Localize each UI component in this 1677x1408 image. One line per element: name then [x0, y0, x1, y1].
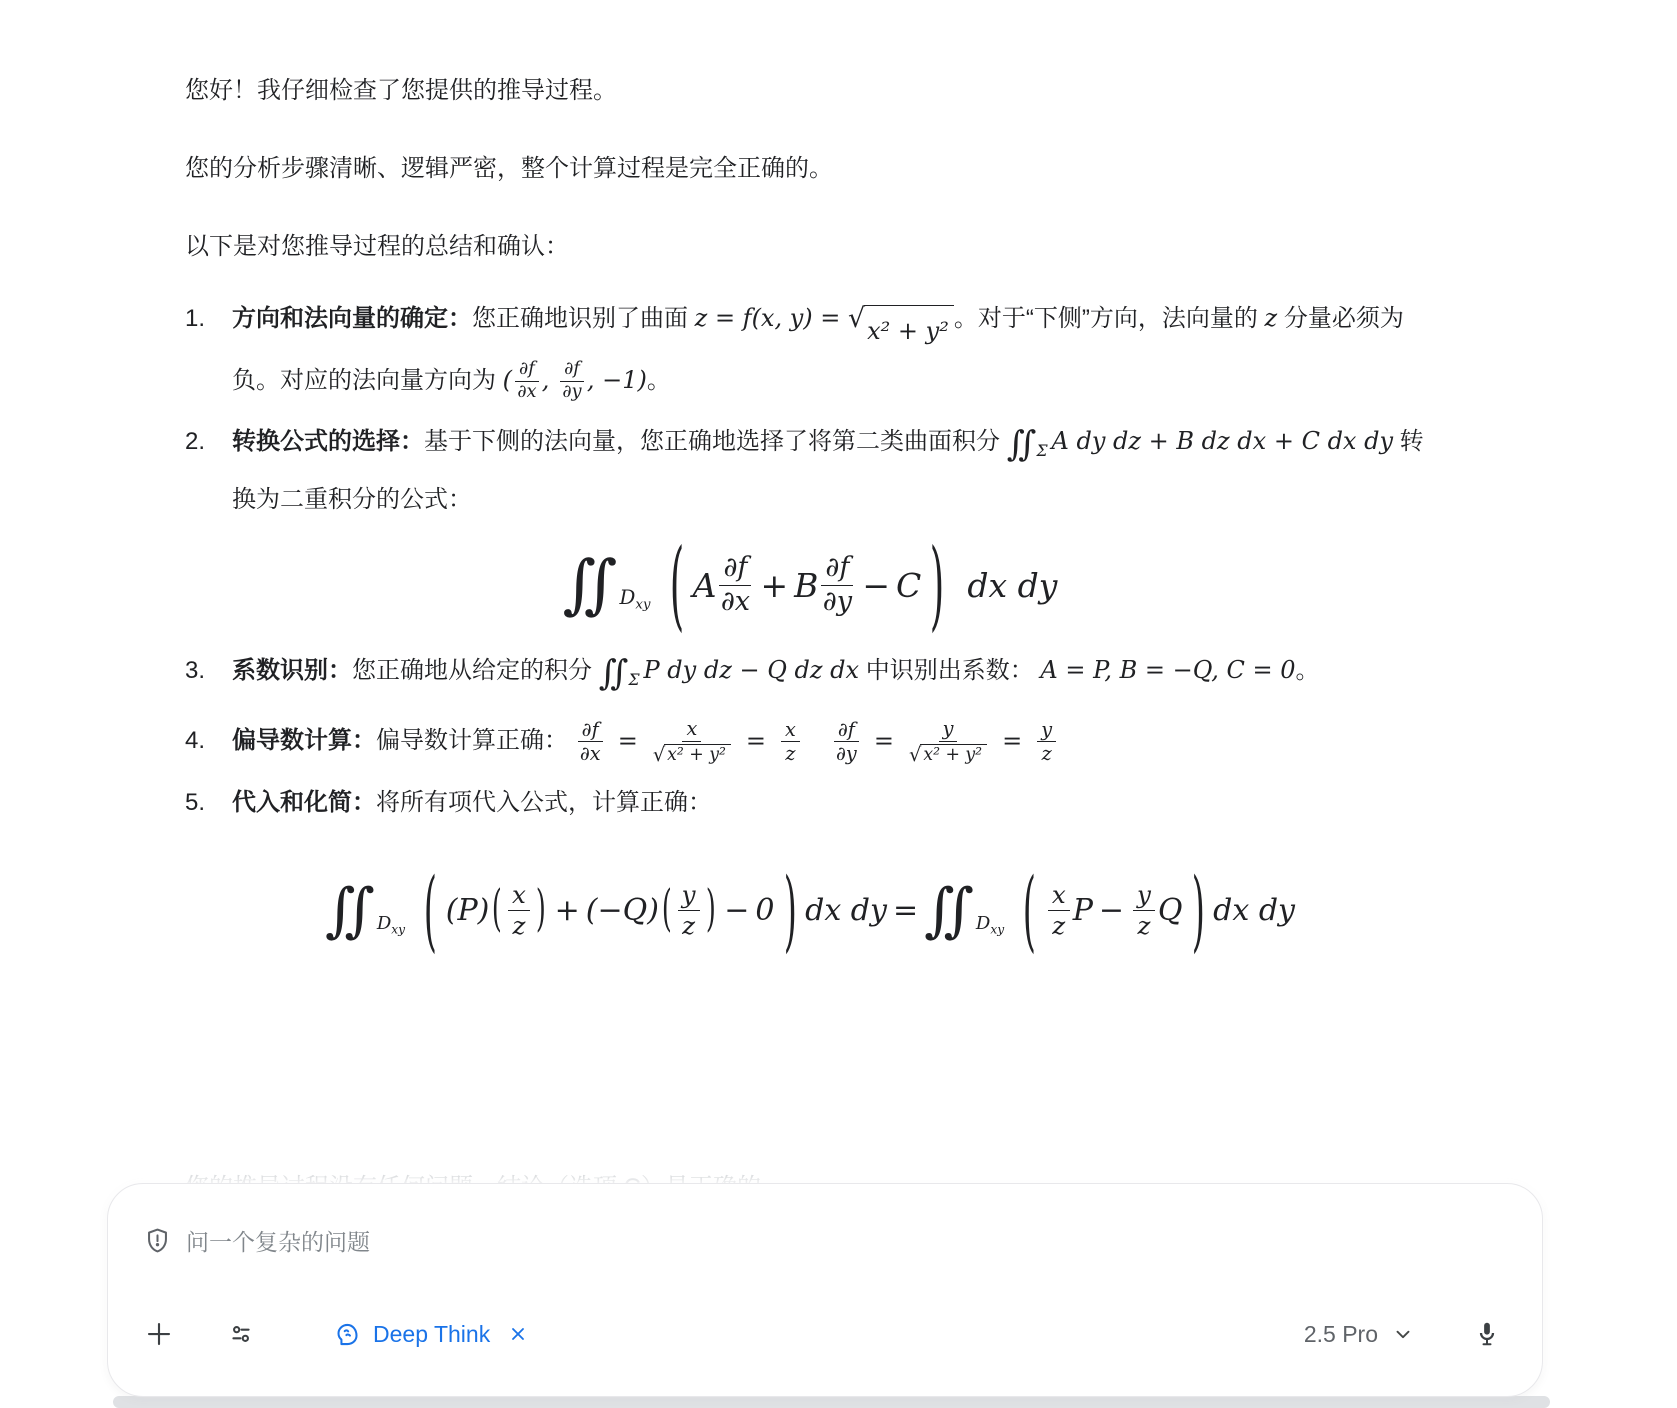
list-item — [185, 417, 1435, 524]
list-item — [185, 294, 1435, 405]
fraction: $\frac{\partial f}{\partial x}$ — [515, 360, 539, 403]
list-item-body: 代入和化简：将所有项代入公式，计算正确： — [232, 789, 712, 817]
list-item-body: 方向和法向量的确定：您正确地识别了曲面 z = f(x, y) = √ x² + y² 。对于“下侧”方向，法向量的 z 分量必须为负。对应的法向量方向为 ( $\frac{\partial f}{\partial x}$ , $\frac{\partial f}{\partial y}$ , −1)。 — [232, 303, 1404, 402]
double-integral: ∬ $D_{xy}$ — [325, 876, 406, 945]
close-icon[interactable] — [508, 1324, 528, 1344]
list-item — [185, 646, 1435, 704]
chat-composer[interactable] — [107, 1183, 1543, 1397]
fraction: $\frac{y}{z}$ — [678, 881, 700, 939]
fraction: $\frac{\partial f}{\partial y}$ — [834, 719, 859, 765]
fraction: $\frac{x}{z}$ — [781, 719, 800, 765]
fraction: $\frac{y}{z}$ — [1037, 719, 1056, 765]
fraction: $\frac{x}{z}$ — [1048, 881, 1070, 939]
sqrt: √ x² + y² — [848, 305, 954, 356]
list-number: 3. — [185, 657, 206, 685]
sqrt: √ x² + y² — [909, 744, 987, 765]
fraction: $\frac{\partial f}{\partial x}$ — [720, 552, 751, 617]
paragraph: 以下是对您推导过程的总结和确认： — [185, 233, 569, 260]
deep-think-label: Deep Think — [373, 1320, 491, 1347]
fraction: x √ x² + y² — [653, 718, 731, 765]
display-formula-transform: ∬ $D_{xy}$ ( A $\frac{\partial f}{\partial x}$ + B $\frac{\partial f}{\partial y}$ − C ) dx dy — [562, 528, 1058, 642]
display-formula-substitution: ∬ $D_{xy}$ ( (P) ( $\frac{x}{z}$ ) + (−Q) ( $\frac{y}{z}$ ) − 0 ) dx dy = ∬ $D_{xy}$ ( $\frac{x}{z}$ P − $\frac{y}{z}$ Q ) dx dy — [325, 858, 1295, 963]
inline-math: A = P, B = −Q, C = 0 — [1040, 656, 1296, 685]
item-title: 代入和化简： — [232, 789, 376, 817]
fraction: y √ x² + y² — [909, 718, 987, 765]
item-title: 系数识别： — [232, 657, 352, 685]
brain-icon — [334, 1321, 361, 1348]
fraction: $\frac{y}{z}$ — [1133, 881, 1155, 939]
list-item-body: 系数识别：您正确地从给定的积分 $∬_\Sigma$ P dy dz − Q dz dx 中识别出系数： A = P, B = −Q, C = 0。 — [232, 653, 1320, 694]
sqrt: √ x² + y² — [653, 744, 731, 765]
list-item-body: 偏导数计算：偏导数计算正确： $\frac{\partial f}{\partial x}$ = x √ x² + y² = $\frac{x}{z}$ $\frac{\partial f}{\partial y}$ = y √ x² + y² = $\frac{y}{z}$ — [232, 716, 1435, 766]
model-selector[interactable] — [1304, 1321, 1414, 1348]
model-label: 2.5 Pro — [1303, 1320, 1378, 1347]
tune-sliders-button[interactable] — [228, 1321, 254, 1347]
list-number: 1. — [185, 305, 206, 332]
numbered-list — [185, 294, 1435, 971]
fraction: $\frac{\partial f}{\partial y}$ — [560, 360, 584, 403]
inline-math: $∬_\Sigma$ P dy dz − Q dz dx — [598, 653, 860, 694]
inline-math: z — [1264, 304, 1278, 332]
paragraph: 您的分析步骤清晰、逻辑严密，整个计算过程是完全正确的。 — [185, 155, 833, 182]
plus-button[interactable] — [144, 1319, 174, 1349]
fraction: $\frac{\partial f}{\partial x}$ — [578, 719, 603, 765]
microphone-button[interactable] — [1472, 1319, 1502, 1349]
composer-toolbar — [144, 1308, 1502, 1360]
list-item — [185, 778, 1435, 827]
list-item — [185, 716, 1435, 766]
list-number: 4. — [185, 727, 206, 755]
item-title: 方向和法向量的确定： — [232, 305, 472, 332]
inline-math: ( $\frac{\partial f}{\partial x}$ , $\frac{\partial f}{\partial y}$ , −1) — [502, 359, 647, 402]
bottom-edge-strip — [113, 1396, 1550, 1408]
shield-exclamation-icon — [144, 1227, 171, 1254]
deep-think-chip[interactable] — [334, 1321, 528, 1348]
item-title: 转换公式的选择： — [232, 428, 424, 455]
list-item-body: 转换公式的选择：基于下侧的法向量，您正确地选择了将第二类曲面积分 $∬_\Sigma$ A dy dz + B dz dx + C dx dy 转换为二重积分的公式： — [232, 424, 1424, 514]
assistant-message — [185, 74, 1435, 971]
input-placeholder: 问一个复杂的问题 — [186, 1229, 370, 1255]
fraction: $\frac{x}{z}$ — [508, 881, 530, 939]
inline-math: z = f(x, y) = √ x² + y² — [695, 304, 954, 332]
chat-input[interactable] — [144, 1224, 370, 1257]
list-number: 2. — [185, 428, 206, 455]
chevron-down-icon — [1392, 1323, 1414, 1345]
fraction: $\frac{\partial f}{\partial y}$ — [822, 552, 852, 617]
list-number: 5. — [185, 789, 206, 817]
inline-math: $\frac{\partial f}{\partial x}$ = x √ x² + y² = $\frac{x}{z}$ $\frac{\partial f}{\partial y}$ = y √ x² + y² = $\frac{y}{z}$ — [575, 717, 1059, 766]
paragraph: 您好！我仔细检查了您提供的推导过程。 — [185, 77, 617, 104]
inline-math: $∬_\Sigma$ A dy dz + B dz dx + C dx dy — [1006, 424, 1394, 465]
double-integral: ∬ $D_{xy}$ — [562, 547, 651, 623]
item-title: 偏导数计算： — [232, 727, 376, 755]
double-integral: ∬ $D_{xy}$ — [924, 876, 1005, 945]
